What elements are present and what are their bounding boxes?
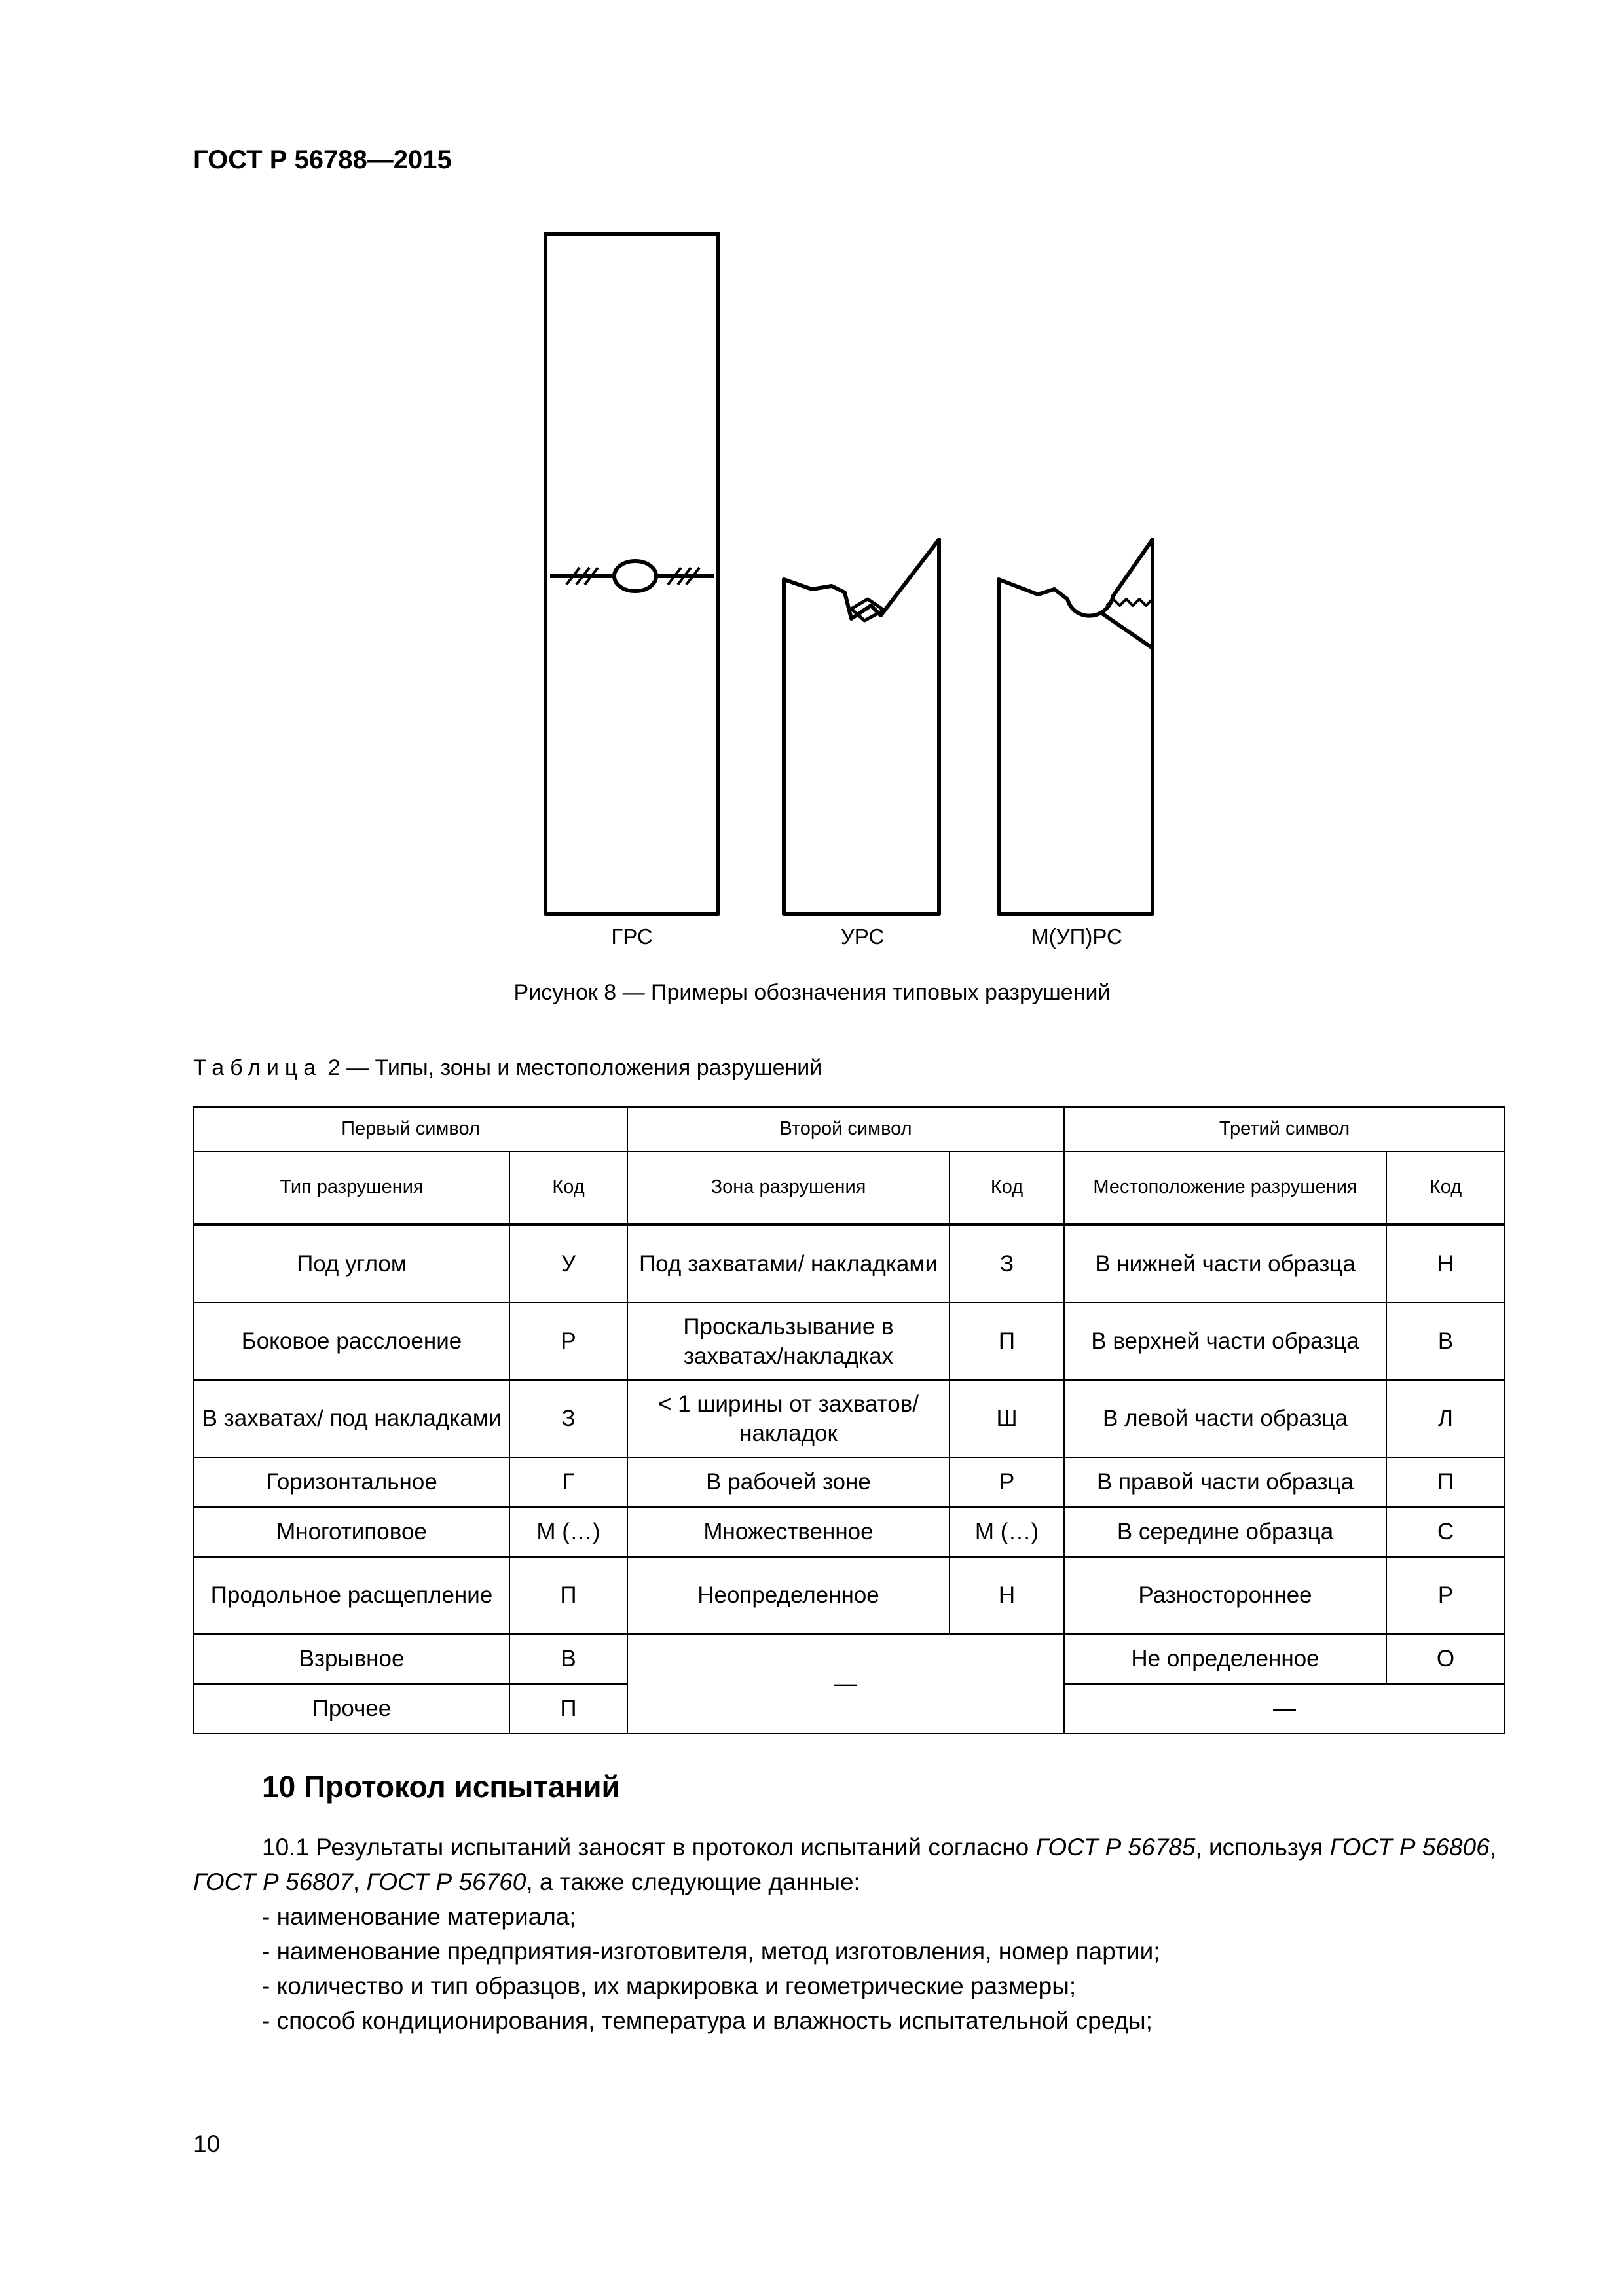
table-row [194,1507,1505,1557]
table-cell: В захватах/ под накладками [194,1380,509,1457]
table-cell: М (…) [950,1507,1064,1557]
figure-failure-examples [0,0,1624,1048]
reference-link: ГОСТ Р 56760 [366,1868,526,1895]
list-item: - наименование предприятия-изготовителя, метод изготовления, номер партии; [262,1938,1160,1965]
table-row [194,1457,1505,1507]
list-item: - количество и тип образцов, их маркировка и геометрические размеры; [262,1973,1077,1999]
group-header-first: Первый символ [194,1107,627,1152]
table-cell: Взрывное [194,1634,509,1684]
table-cell: Г [509,1457,627,1507]
table-cell: В левой части образца [1064,1380,1386,1457]
table-subheader-row [194,1152,1505,1225]
section-paragraph: 10.1 Результаты испытаний заносят в протокол испытаний согласно ГОСТ Р 56785, используя ГОСТ Р 56806, ГОСТ Р 56807, ГОСТ Р 56760, а также следующие данные: [193,1834,1496,1895]
table-row [194,1225,1505,1303]
table-row [194,1303,1505,1380]
section-title: 10 Протокол испытаний [262,1770,620,1804]
subheader-cell: Зона разрушения [627,1152,950,1225]
table-cell: П [950,1303,1064,1380]
table-cell-dash-merged: — [1064,1684,1505,1734]
table-cell: В [1386,1303,1505,1380]
subheader-cell: Местоположение разрушения [1064,1152,1386,1225]
table-cell: П [509,1557,627,1634]
table-cell: Неопределенное [627,1557,950,1634]
group-header-second: Второй символ [627,1107,1064,1152]
table-cell: Р [509,1303,627,1380]
subheader-cell: Код [1386,1152,1505,1225]
table-cell: В правой части образца [1064,1457,1386,1507]
table-cell: < 1 ширины от захватов/ накладок [627,1380,950,1457]
table-cell: Ш [950,1380,1064,1457]
table-row [194,1634,1505,1684]
specimen-grs-drawing [545,234,718,914]
subheader-cell: Код [509,1152,627,1225]
figure-caption: Рисунок 8 — Примеры обозначения типовых разрушений [513,980,1111,1005]
table-cell: П [1386,1457,1505,1507]
table-cell: Под углом [194,1225,509,1303]
table-row [194,1557,1505,1634]
table-cell: Боковое расслоение [194,1303,509,1380]
reference-link: ГОСТ Р 56785 [1035,1834,1196,1861]
subheader-cell: Код [950,1152,1064,1225]
reference-link: ГОСТ Р 56806 [1329,1834,1490,1861]
table-cell-dash-merged: — [627,1634,1064,1734]
document-code: ГОСТ Р 56788—2015 [193,145,452,174]
table-cell: С [1386,1507,1505,1557]
table-cell: Р [950,1457,1064,1507]
page-number: 10 [193,2130,221,2157]
table-cell: З [950,1225,1064,1303]
subheader-cell: Тип разрушения [194,1152,509,1225]
figure-label-urs: УРС [840,924,885,949]
table-cell: У [509,1225,627,1303]
failure-codes-table [193,1106,1505,1734]
table-cell: Проскальзывание в захватах/накладках [627,1303,950,1380]
table-cell: О [1386,1634,1505,1684]
table-group-header-row [194,1107,1505,1152]
table-cell: В нижней части образца [1064,1225,1386,1303]
table-cell: Горизонтальное [194,1457,509,1507]
specimen-mups-drawing [999,539,1153,914]
table-cell: Не определенное [1064,1634,1386,1684]
table-cell: П [509,1684,627,1734]
table-cell: З [509,1380,627,1457]
table-row [194,1380,1505,1457]
group-header-third: Третий символ [1064,1107,1505,1152]
figure-label-grs: ГРС [611,924,653,949]
specimen-urs-drawing [784,539,939,914]
figure-label-mups: М(УП)РС [1031,924,1122,949]
list-item: - наименование материала; [262,1903,576,1930]
table-cell: М (…) [509,1507,627,1557]
table-cell: Прочее [194,1684,509,1734]
table-cell: Н [950,1557,1064,1634]
table-cell: Многотиповое [194,1507,509,1557]
table-cell: Под захватами/ накладками [627,1225,950,1303]
table-cell: В верхней части образца [1064,1303,1386,1380]
table-cell: Разностороннее [1064,1557,1386,1634]
table-cell: Множественное [627,1507,950,1557]
list-item: - способ кондиционирования, температура и влажность испытательной среды; [262,2007,1153,2034]
table-cell: В [509,1634,627,1684]
table-cell: Л [1386,1380,1505,1457]
table-cell: В рабочей зоне [627,1457,950,1507]
table-cell: Р [1386,1557,1505,1634]
table-cell: Продольное расщепление [194,1557,509,1634]
table-cell: Н [1386,1225,1505,1303]
table-cell: В середине образца [1064,1507,1386,1557]
table-title: Таблица 2 — Типы, зоны и местоположения разрушений [193,1055,822,1080]
reference-link: ГОСТ Р 56807 [193,1868,353,1895]
data-items-list [262,1899,1160,2038]
